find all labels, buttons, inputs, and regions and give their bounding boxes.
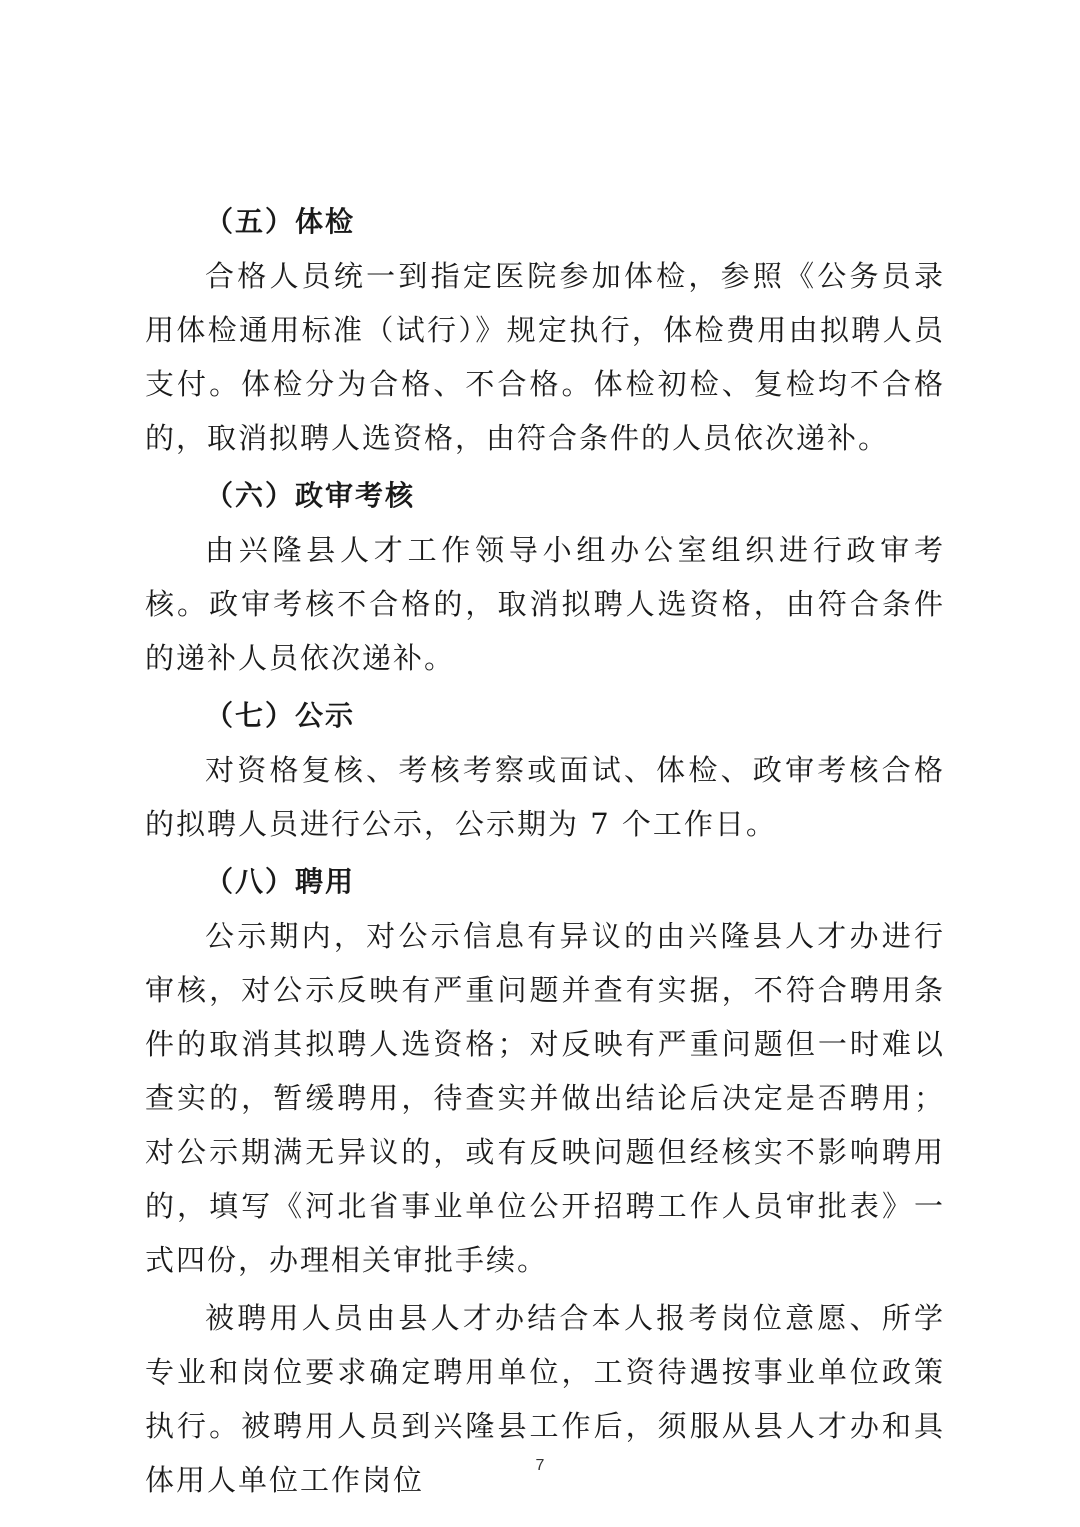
section-heading-political-review: （六）政审考核 (205, 479, 416, 512)
section-heading-public-notice: （七）公示 (205, 699, 356, 732)
document-body (145, 195, 945, 1511)
section-heading-physical-exam: （五）体检 (205, 205, 356, 238)
paragraph-employment-review: 公示期内，对公示信息有异议的由兴隆县人才办进行审核，对公示反映有严重问题并查有实据，不符合聘用条件的取消其拟聘人选资格；对反映有严重问题但一时难以查实的，暂缓聘用，待查实并做出结论后决定是否聘用；对公示期满无异议的，或有反映问题但经核实不影响聘用的，填写《河北省事业单位公开招聘工作人员审批表》一式四份，办理相关审批手续。 (145, 919, 945, 1277)
paragraph-public-notice: 对资格复核、考核考察或面试、体检、政审考核合格的拟聘人员进行公示，公示期为 7 个工作日。 (145, 753, 945, 841)
paragraph-employment-assignment: 被聘用人员由县人才办结合本人报考岗位意愿、所学专业和岗位要求确定聘用单位，工资待遇按事业单位政策执行。被聘用人员到兴隆县工作后，须服从县人才办和具体用人单位工作岗位 (145, 1301, 945, 1497)
paragraph-physical-exam: 合格人员统一到指定医院参加体检，参照《公务员录用体检通用标准（试行）》规定执行，体检费用由拟聘人员支付。体检分为合格、不合格。体检初检、复检均不合格的，取消拟聘人选资格，由符合条件的人员依次递补。 (145, 259, 945, 455)
page-number: 7 (535, 1457, 545, 1474)
section-heading-employment: （八）聘用 (205, 865, 356, 898)
paragraph-political-review: 由兴隆县人才工作领导小组办公室组织进行政审考核。政审考核不合格的，取消拟聘人选资格，由符合条件的递补人员依次递补。 (145, 533, 945, 675)
